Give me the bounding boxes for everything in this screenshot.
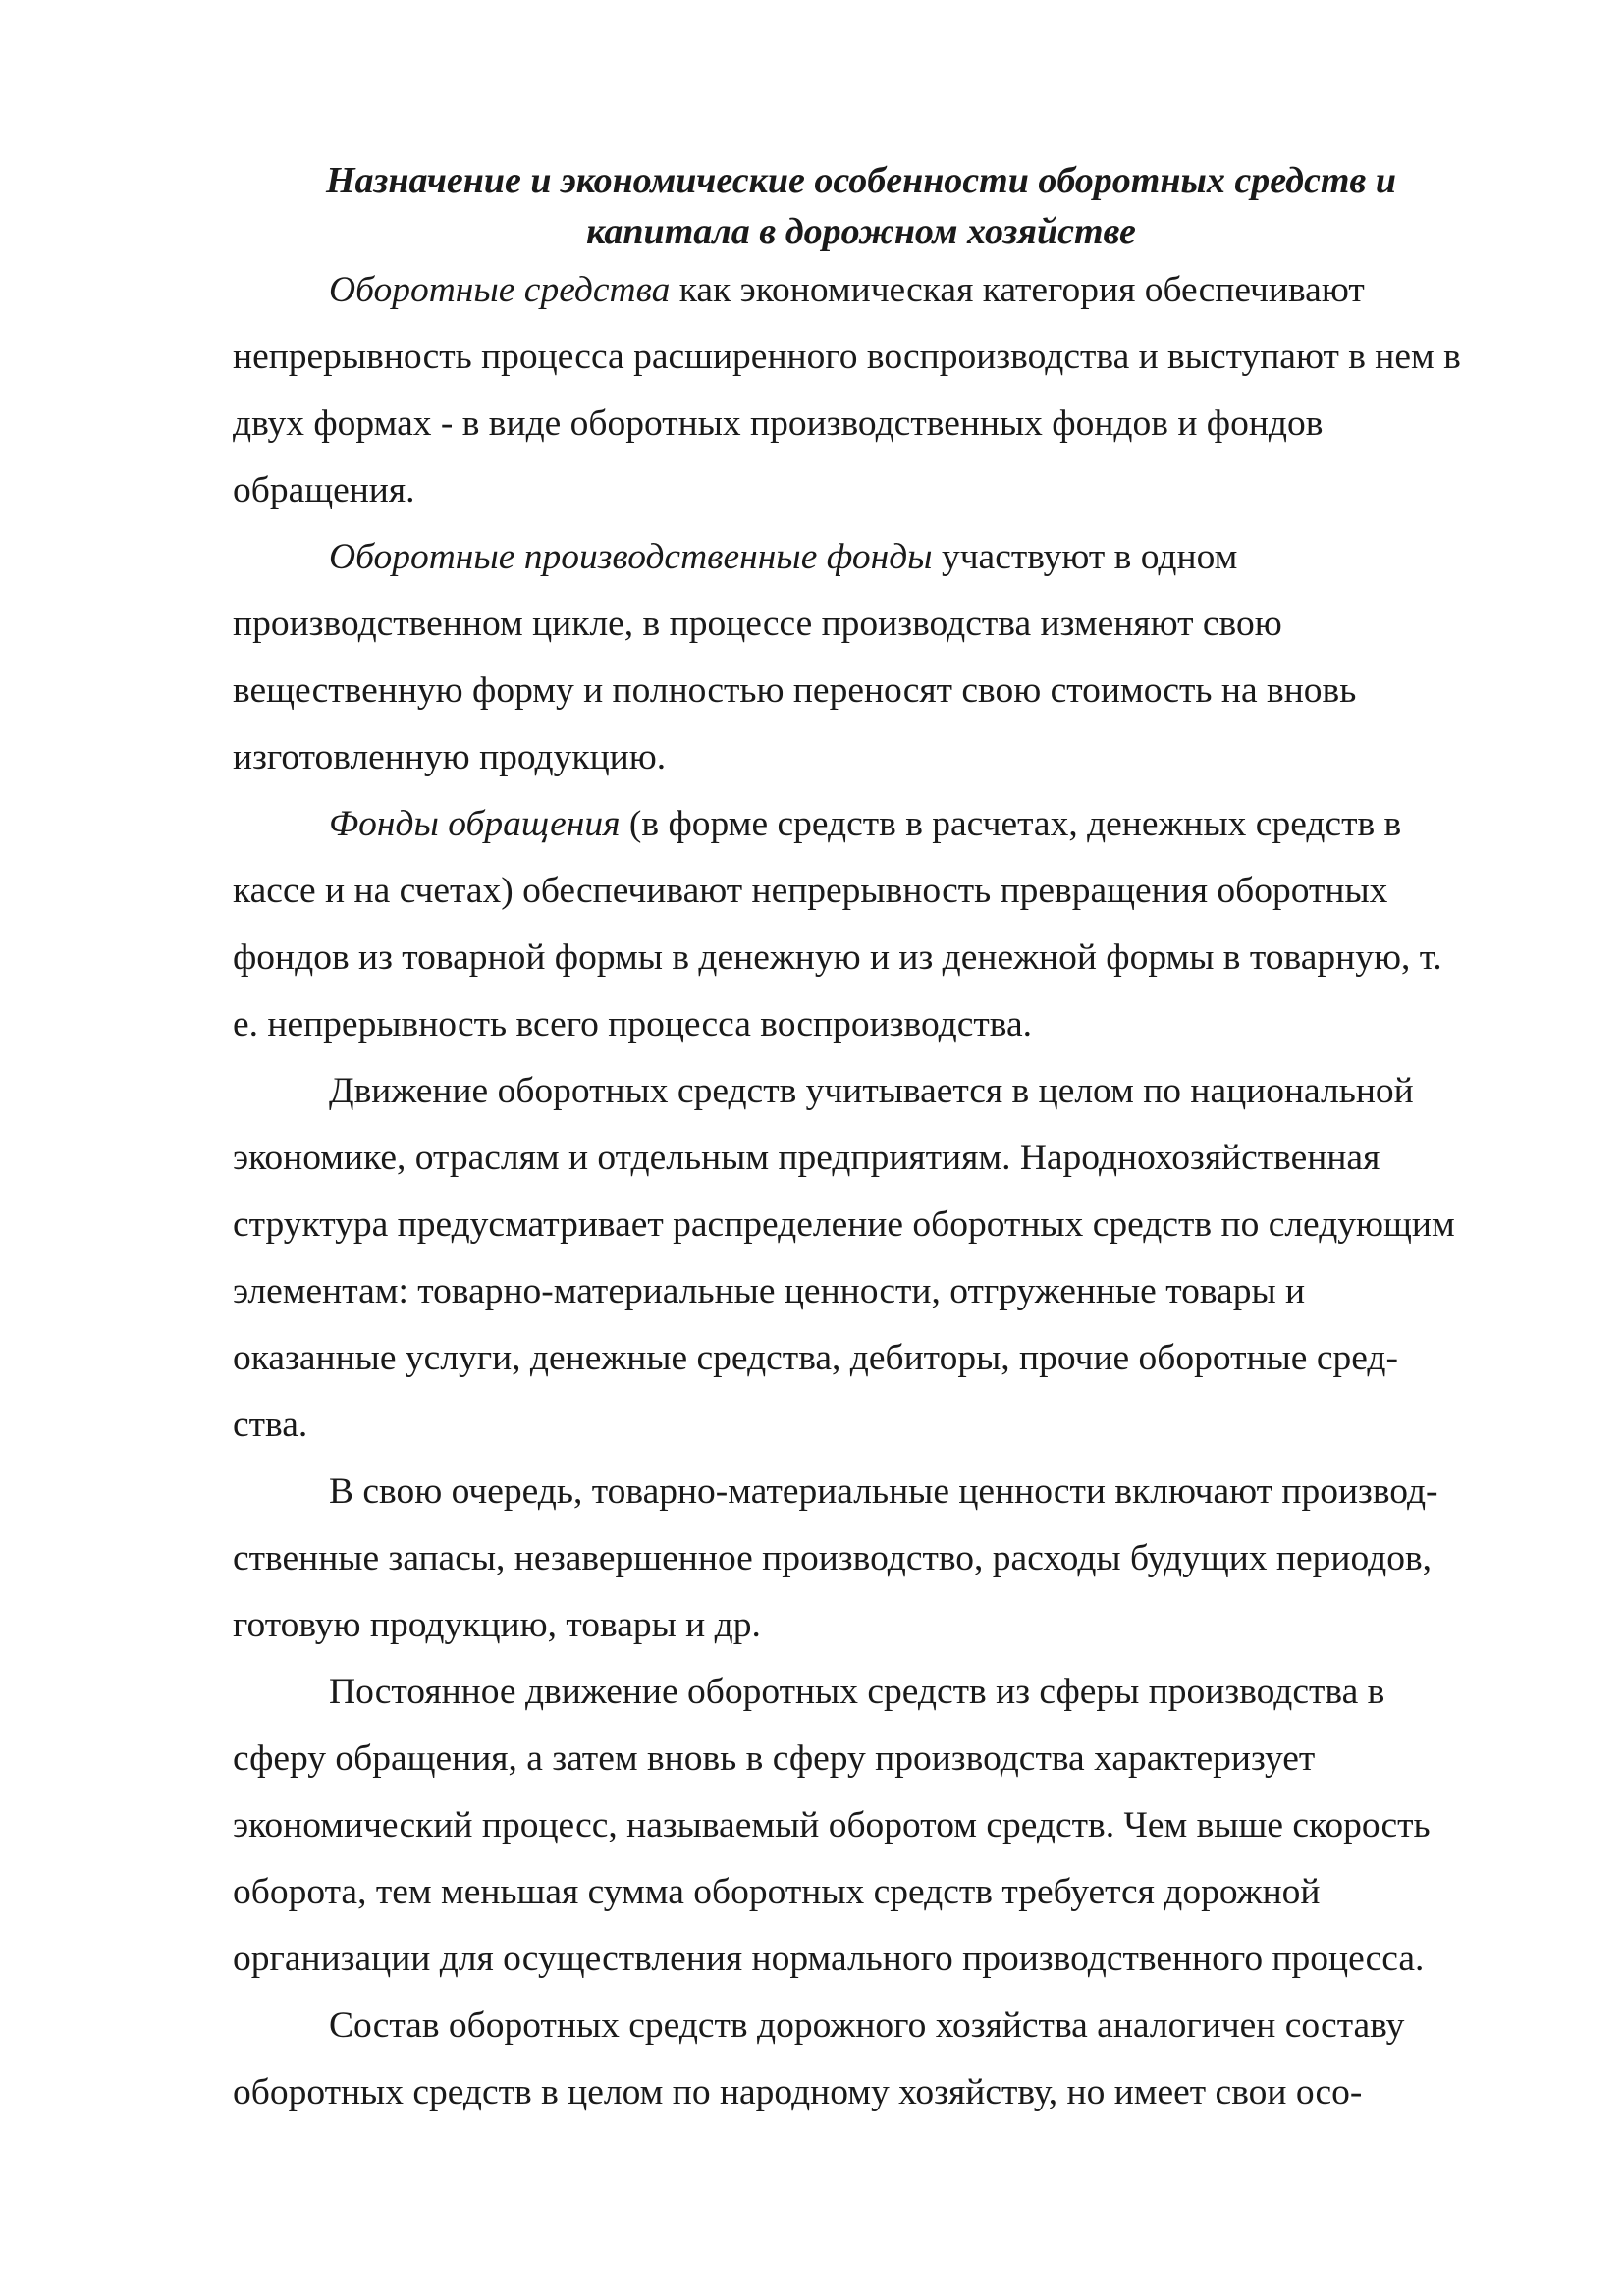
paragraph-line-text: В свою очередь, товарно-материальные ценности включают производ-	[329, 1471, 1438, 1512]
paragraph-line	[233, 1926, 1529, 1993]
paragraph	[233, 257, 1529, 524]
paragraph-line	[233, 1592, 1529, 1659]
paragraph-line-text: структура предусматривает распределение оборотных средств по следующим	[233, 1204, 1455, 1245]
paragraph	[233, 791, 1529, 1058]
paragraph-line	[233, 1258, 1529, 1325]
paragraph	[233, 524, 1529, 791]
paragraph-line	[233, 1659, 1529, 1726]
paragraph-line	[233, 257, 1529, 324]
paragraph-line	[233, 2059, 1529, 2126]
paragraph-line-text: производственном цикле, в процессе производства изменяют свою	[233, 604, 1282, 644]
paragraph-line-text: оборотных средств в целом по народному хозяйству, но имеет свои осо-	[233, 2072, 1363, 2112]
paragraph-lead-term: Фонды обращения	[329, 804, 621, 844]
paragraph-lead-term: Оборотные производственные фонды	[329, 537, 933, 577]
paragraph-line	[233, 1792, 1529, 1859]
paragraph-line	[233, 724, 1529, 791]
paragraph-line	[233, 1859, 1529, 1926]
paragraph-line	[233, 391, 1529, 457]
paragraph-line-text: как экономическая категория обеспечивают	[670, 270, 1365, 310]
paragraph-line-text: ственные запасы, незавершенное производство, расходы будущих периодов,	[233, 1538, 1433, 1578]
paragraph-line	[233, 1726, 1529, 1792]
paragraph-line	[233, 858, 1529, 925]
paragraph-line	[233, 1125, 1529, 1192]
paragraph-line-text: непрерывность процесса расширенного воспроизводства и выступают в нем в	[233, 337, 1461, 377]
title-line-1: Назначение и экономические особенности оборотных средств и	[325, 160, 1396, 201]
paragraph-line-text: изготовленную продукцию.	[233, 737, 667, 777]
paragraph-line-text: экономике, отраслям и отдельным предприятиям. Народнохозяйственная	[233, 1138, 1380, 1178]
paragraph-line	[233, 1392, 1529, 1459]
paragraph-line	[233, 1192, 1529, 1258]
document-title	[213, 155, 1509, 257]
paragraph-line-text: вещественную форму и полностью переносят свою стоимость на вновь	[233, 670, 1357, 711]
paragraph-line	[233, 524, 1529, 591]
paragraph-line	[233, 1058, 1529, 1125]
paragraph-line-text: сферу обращения, а затем вновь в сферу производства характеризует	[233, 1738, 1316, 1779]
paragraph-line-text: готовую продукцию, товары и др.	[233, 1605, 761, 1645]
paragraph-line-text: оборота, тем меньшая сумма оборотных средств требуется дорожной	[233, 1872, 1321, 1912]
paragraph-line-text: участвуют в одном	[932, 537, 1238, 577]
paragraph-line-text: Движение оборотных средств учитывается в целом по национальной	[329, 1071, 1414, 1111]
paragraph-line	[233, 1325, 1529, 1392]
paragraph	[233, 1659, 1529, 1993]
paragraph-line-text: Постоянное движение оборотных средств из сферы производства в	[329, 1672, 1385, 1712]
document-body	[233, 257, 1529, 2126]
paragraph	[233, 1459, 1529, 1659]
paragraph-line	[233, 324, 1529, 391]
paragraph-lead-term: Оборотные средства	[329, 270, 671, 310]
paragraph-line-text: Состав оборотных средств дорожного хозяйства аналогичен составу	[329, 2005, 1405, 2046]
paragraph-line	[233, 591, 1529, 658]
paragraph-line	[233, 991, 1529, 1058]
paragraph-line	[233, 925, 1529, 991]
paragraph-line-text: ства.	[233, 1405, 308, 1445]
paragraph-line	[233, 1993, 1529, 2059]
paragraph-line	[233, 1459, 1529, 1525]
paragraph-line-text: (в форме средств в расчетах, денежных средств в	[620, 804, 1402, 844]
paragraph-line-text: элементам: товарно-материальные ценности, отгруженные товары и	[233, 1271, 1306, 1311]
paragraph	[233, 1993, 1529, 2126]
paragraph-line-text: двух формах - в виде оборотных производственных фондов и фондов	[233, 403, 1324, 444]
document-page	[233, 155, 1529, 2126]
paragraph-line	[233, 457, 1529, 524]
paragraph-line	[233, 658, 1529, 724]
paragraph-line-text: организации для осуществления нормального производственного процесса.	[233, 1939, 1425, 1979]
paragraph-line	[233, 1525, 1529, 1592]
paragraph-line-text: е. непрерывность всего процесса воспроизводства.	[233, 1004, 1032, 1044]
title-line-2: капитала в дорожном хозяйстве	[586, 211, 1136, 252]
paragraph-line-text: экономический процесс, называемый оборотом средств. Чем выше скорость	[233, 1805, 1431, 1845]
paragraph-line-text: фондов из товарной формы в денежную и из денежной формы в товарную, т.	[233, 937, 1442, 978]
paragraph-line-text: кассе и на счетах) обеспечивают непрерывность превращения оборотных	[233, 871, 1388, 911]
paragraph-line-text: обращения.	[233, 470, 415, 510]
paragraph-line-text: оказанные услуги, денежные средства, дебиторы, прочие оборотные сред-	[233, 1338, 1398, 1378]
paragraph	[233, 1058, 1529, 1459]
paragraph-line	[233, 791, 1529, 858]
